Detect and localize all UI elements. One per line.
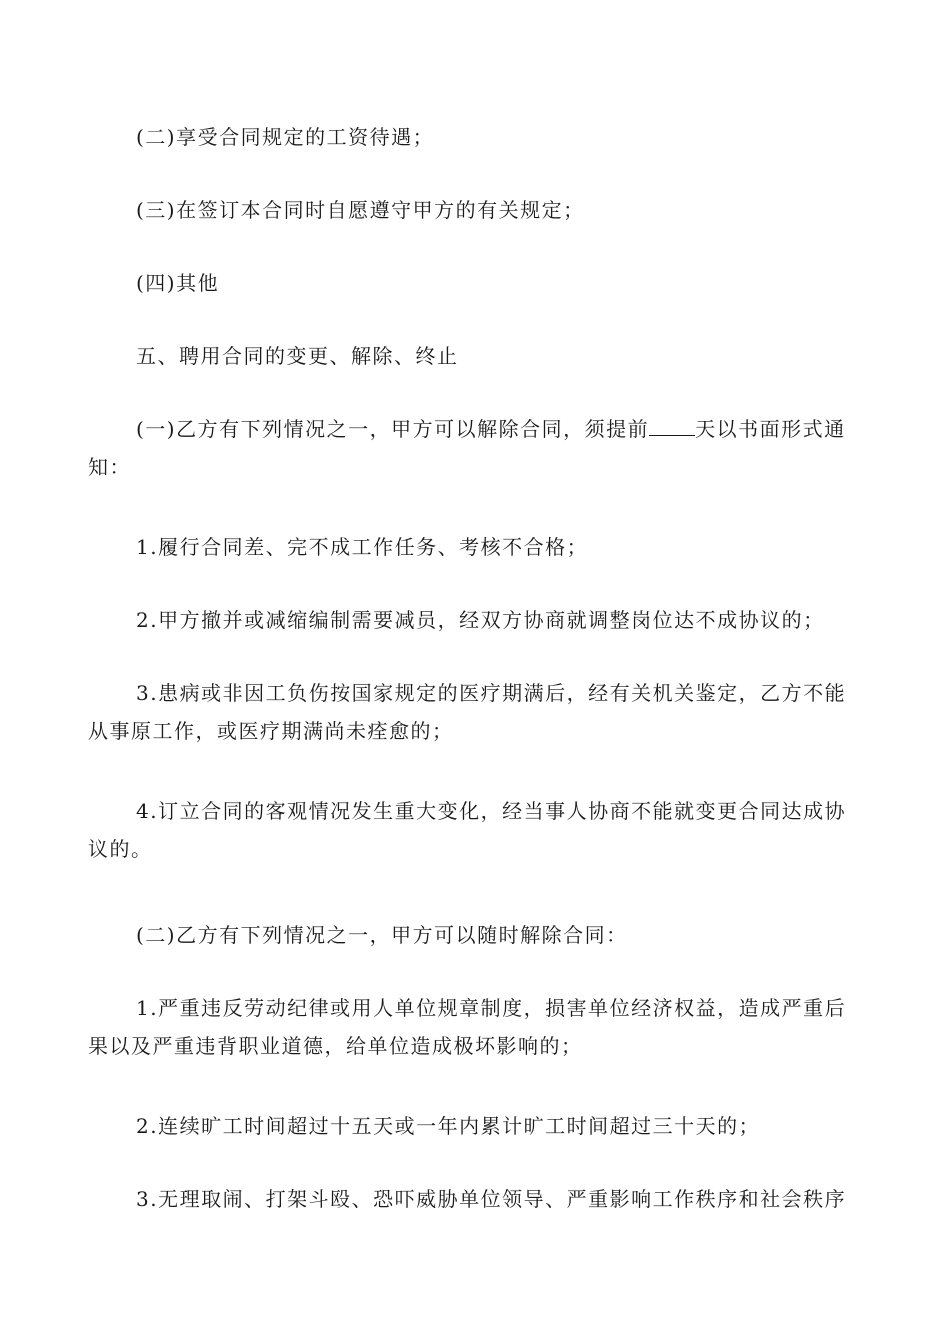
paragraph-comply-regulations: (三)在签订本合同时自愿遵守甲方的有关规定；	[136, 198, 585, 222]
paragraph-other: (四)其他	[136, 271, 220, 295]
fill-in-blank-days	[649, 421, 695, 436]
list-item-poor-performance: 1.履行合同差、完不成工作任务、考核不合格；	[136, 535, 589, 559]
list-item-absenteeism: 2.连续旷工时间超过十五天或一年内累计旷工时间超过三十天的；	[136, 1114, 761, 1138]
list-item-circumstance-change: 4.订立合同的客观情况发生重大变化，经当事人协商不能就变更合同达成协议的。	[88, 799, 847, 861]
paragraph-wage-treatment: (二)享受合同规定的工资待遇；	[136, 125, 435, 149]
section-heading-contract-change: 五、聘用合同的变更、解除、终止	[136, 344, 459, 368]
paragraph-text-after-blank: 天以书面形式通知：	[88, 417, 846, 479]
list-item-illness-injury: 3.患病或非因工负伤按国家规定的医疗期满后，经有关机关鉴定，乙方不能从事原工作，或医疗期满尚未痊愈的；	[88, 681, 847, 743]
list-item-disruption: 3.无理取闹、打架斗殴、恐吓威胁单位领导、严重影响工作秩序和社会秩序	[136, 1187, 847, 1211]
list-item-serious-violation: 1.严重违反劳动纪律或用人单位规章制度，损害单位经济权益，造成严重后果以及严重违背职业道德，给单位造成极坏影响的；	[88, 996, 847, 1058]
list-item-staff-reduction: 2.甲方撤并或减缩编制需要减员，经双方协商就调整岗位达不成协议的；	[136, 608, 825, 632]
paragraph-termination-immediate: (二)乙方有下列情况之一，甲方可以随时解除合同：	[136, 923, 628, 947]
paragraph-text-before-blank: (一)乙方有下列情况之一，甲方可以解除合同，须提前	[136, 417, 650, 441]
paragraph-termination-with-notice	[88, 410, 864, 486]
